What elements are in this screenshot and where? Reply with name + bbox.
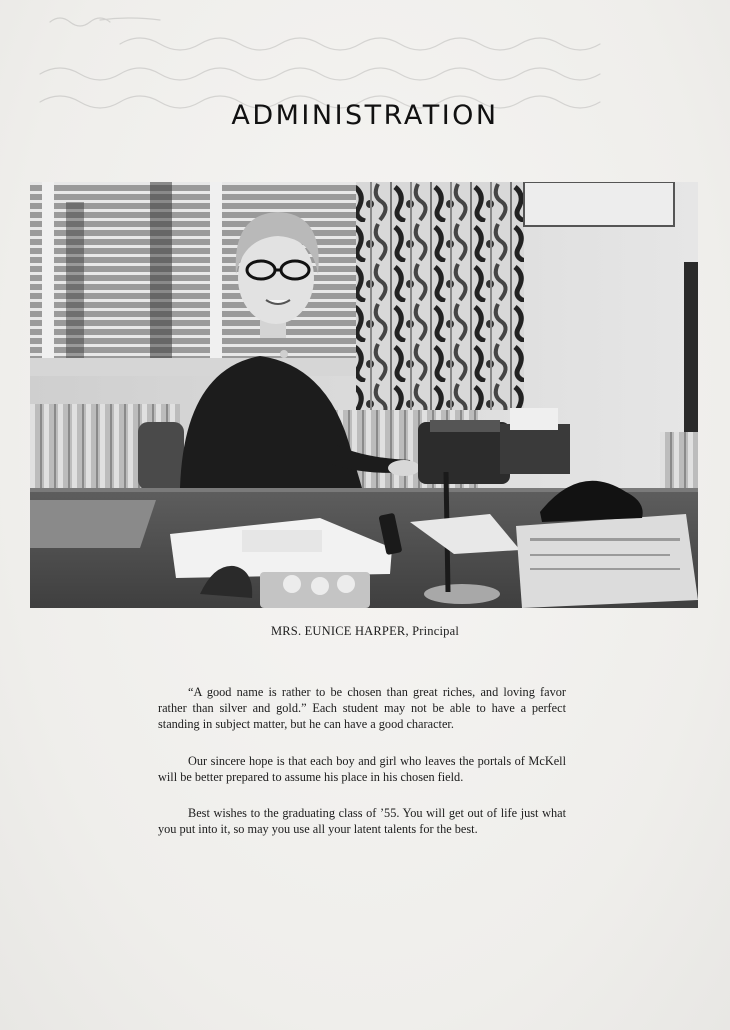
message-paragraph: Our sincere hope is that each boy and girl who leaves the portals of McKell will be better prepared to assume his place in his chosen field. — [158, 753, 566, 784]
principal-photo — [30, 182, 698, 608]
message-paragraph: “A good name is rather to be chosen than great riches, and loving favor rather than silver and gold.” Each student may not be able to have a perfect standing in subject matter, but he can have a good character. — [158, 685, 566, 732]
message-paragraph: Best wishes to the graduating class of ’55. You will get out of life just what you put into it, so may you use all your latent talents for the best. — [158, 806, 566, 837]
photo-caption: MRS. EUNICE HARPER, Principal — [270, 624, 460, 638]
principal-message — [158, 684, 566, 857]
page-title: ADMINISTRATION — [231, 100, 499, 131]
